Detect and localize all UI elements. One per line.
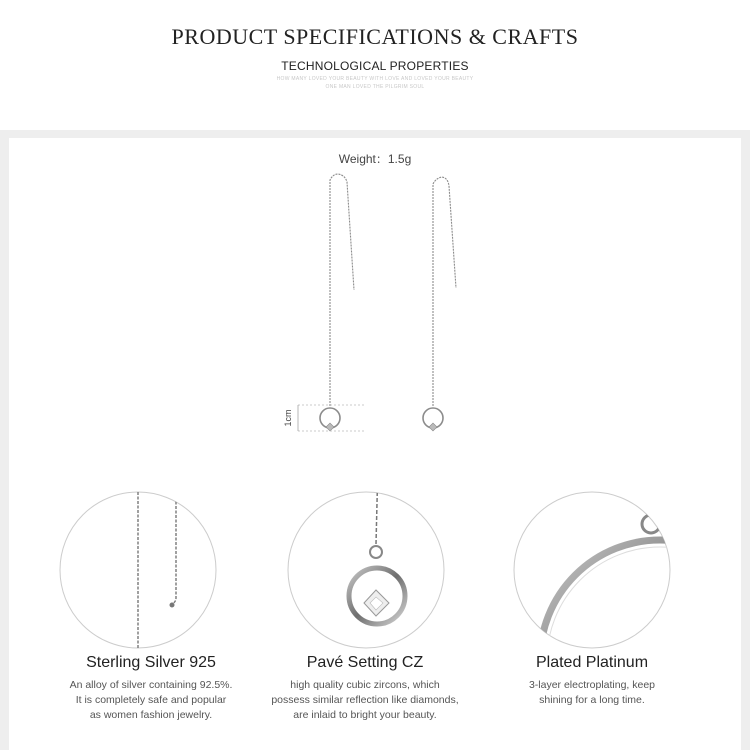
feature-pave-setting <box>255 654 475 723</box>
detail-circle-platinum <box>514 470 750 750</box>
feature-desc-line: An alloy of silver containing 92.5%. <box>69 679 233 691</box>
detail-circle-chain <box>60 465 216 650</box>
feature-desc-line: as women fashion jewelry. <box>89 709 213 721</box>
feature-desc-line: possess similar reflection like diamonds, <box>271 694 459 706</box>
feature-desc-line: shining for a long time. <box>539 694 645 706</box>
earring-left <box>320 174 354 431</box>
feature-desc-line: high quality cubic zircons, which <box>290 679 440 691</box>
feature-desc-line: 3-layer electroplating, keep <box>528 679 656 691</box>
earring-right <box>423 177 456 431</box>
feature-title: Plated Platinum <box>535 654 649 671</box>
feature-desc-line: It is completely safe and popular <box>75 694 227 706</box>
feature-description <box>482 678 702 708</box>
feature-desc-line: are inlaid to bright your beauty. <box>293 709 437 721</box>
tagline-line-1: HOW MANY LOVED YOUR BEAUTY WITH LOVE AND LOVED YOUR BEAUTY <box>276 76 474 82</box>
page-title: PRODUCT SPECIFICATIONS & CRAFTS <box>171 24 579 49</box>
feature-title: Pavé Setting CZ <box>306 654 424 671</box>
feature-title: Sterling Silver 925 <box>86 654 216 671</box>
detail-circle-pave <box>288 462 444 648</box>
weight-label: Weight：1.5g <box>338 152 412 166</box>
feature-description <box>255 678 475 723</box>
tagline-line-2: ONE MAN LOVED THE PILGRIM SOUL <box>325 84 425 90</box>
size-label: 1cm <box>283 409 293 427</box>
feature-description <box>41 678 261 723</box>
page-subtitle: TECHNOLOGICAL PROPERTIES <box>281 59 469 73</box>
feature-sterling-silver <box>41 654 261 723</box>
feature-plated-platinum <box>482 654 702 708</box>
